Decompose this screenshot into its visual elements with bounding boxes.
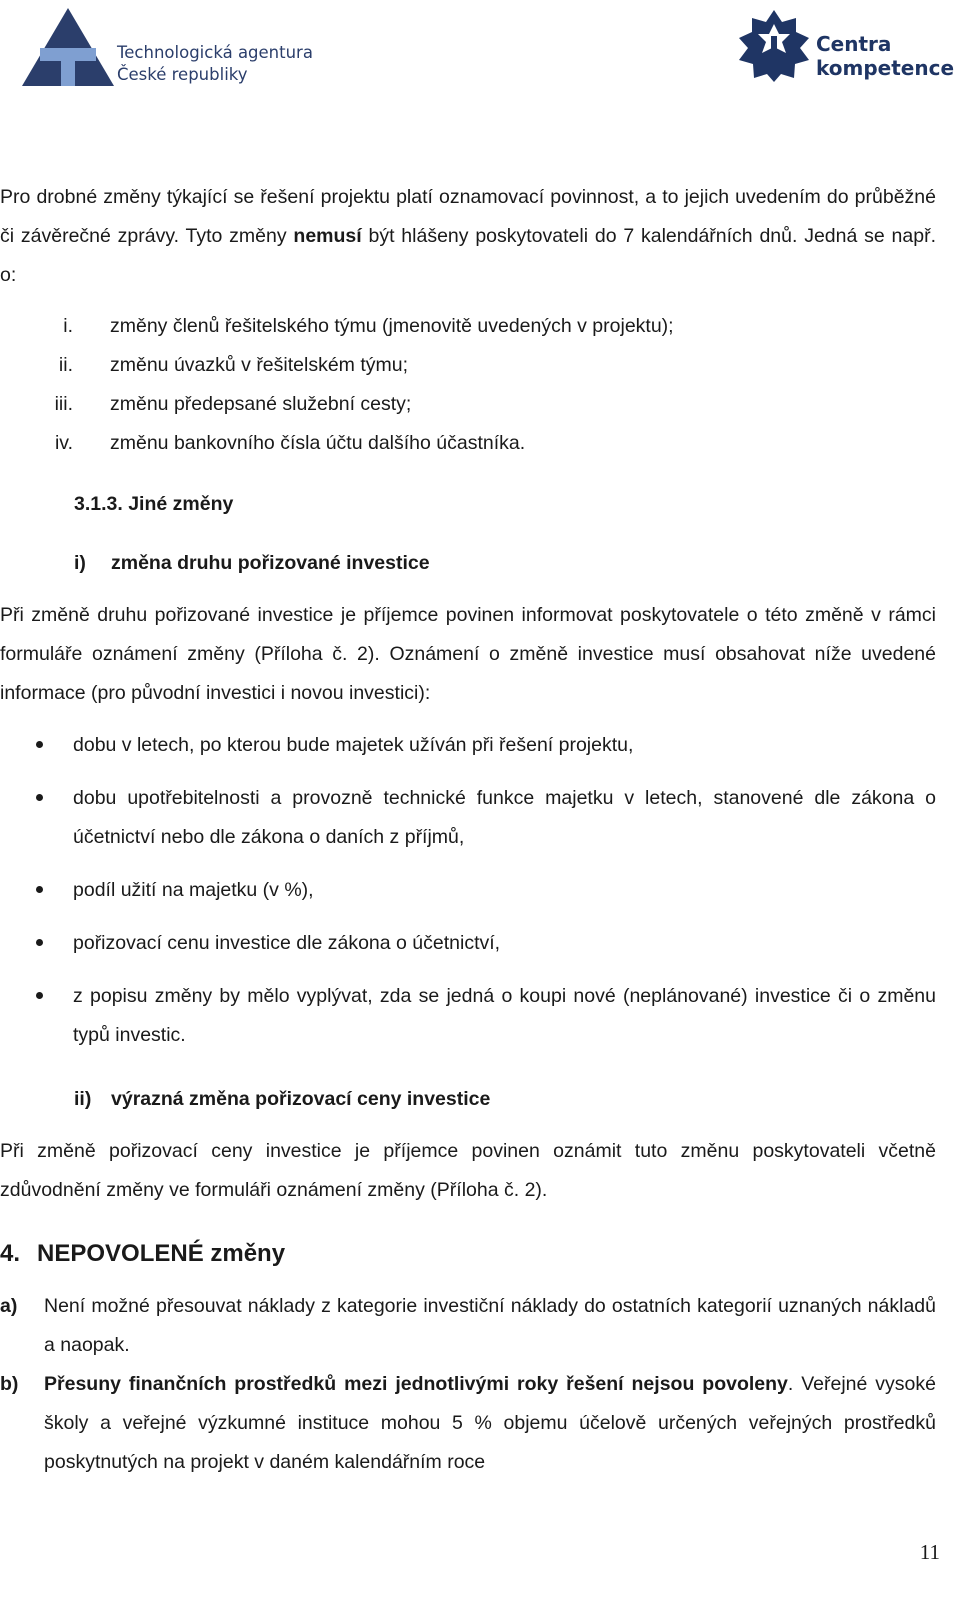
bullet-list — [0, 726, 936, 1055]
tacr-logo-text — [117, 42, 313, 86]
tacr-logo-line2: České republiky — [117, 65, 248, 84]
bullet-text: dobu v letech, po kterou bude majetek užíván při řešení projektu, — [73, 734, 634, 756]
page-header — [0, 0, 960, 100]
tacr-logo — [22, 8, 322, 92]
list-item — [0, 307, 936, 346]
subsection-label: ii) — [74, 1088, 92, 1110]
list-item-number: iv. — [54, 432, 73, 454]
bullet-icon — [36, 794, 43, 801]
alpha-item-a — [0, 1287, 936, 1365]
list-item-number: i. — [63, 315, 73, 337]
section-heading-4 — [0, 1234, 936, 1273]
section-heading-3-1-3: 3.1.3. Jiné změny — [74, 493, 234, 515]
section-number: 4. — [0, 1240, 21, 1267]
bullet-item — [0, 779, 936, 857]
list-item-number: ii. — [58, 354, 73, 376]
alpha-list — [0, 1287, 936, 1482]
list-item-number: iii. — [54, 393, 73, 415]
subsection-heading-i — [0, 544, 936, 583]
centra-kompetence-text — [816, 32, 954, 80]
bullet-icon — [36, 939, 43, 946]
bullet-item — [0, 726, 936, 765]
alpha-item-text: Není možné přesouvat náklady z kategorie investiční náklady do ostatních kategorií uznaných nákladů a naopak. — [44, 1295, 936, 1356]
list-item-text: změnu bankovního čísla účtu dalšího účastníka. — [110, 432, 526, 454]
tacr-logo-line1: Technologická agentura — [117, 43, 313, 62]
subsection-title: výrazná změna pořizovací ceny investice — [111, 1088, 491, 1110]
centra-kompetence-logo — [736, 8, 955, 88]
roman-list — [0, 307, 936, 463]
intro-text-1: Pro drobné změny týkající se řešení projektu platí oznamovací povinnost, a to jejich uvedením do průběžné či závěrečné zprávy. Tyto změny — [0, 186, 936, 247]
list-item-text: změnu úvazků v řešitelském týmu; — [110, 354, 409, 376]
list-item-text: změnu předepsané služební cesty; — [110, 393, 412, 415]
alpha-item-letter: b) — [0, 1373, 19, 1395]
ck-logo-line1: Centra — [816, 32, 892, 56]
alpha-item-b — [0, 1365, 936, 1482]
intro-paragraph — [0, 178, 936, 295]
list-item-text: změny členů řešitelského týmu (jmenovitě uvedených v projektu); — [110, 315, 674, 337]
intro-bold: nemusí — [293, 225, 362, 247]
bullet-icon — [36, 741, 43, 748]
list-item — [0, 346, 936, 385]
bullet-icon — [36, 992, 43, 999]
alpha-item-text: . Veřejné vysoké školy a veřejné výzkumné instituce mohou 5 % objemu účelově určených veřejných prostředků poskytnutých na projekt v daném kalendářním roce — [44, 1373, 936, 1473]
bullet-text: pořizovací cenu investice dle zákona o účetnictví, — [73, 932, 501, 954]
subsection-label: i) — [74, 552, 86, 574]
section-title: NEPOVOLENÉ změny — [37, 1240, 286, 1267]
bullet-text: dobu upotřebitelnosti a provozně technické funkce majetku v letech, stanovené dle zákona o účetnictví nebo dle zákona o daních z příjmů, — [73, 787, 936, 848]
bullet-item — [0, 924, 936, 963]
tacr-emblem-icon — [22, 8, 114, 90]
alpha-item-letter: a) — [0, 1295, 18, 1317]
subsection-heading-ii — [0, 1080, 936, 1119]
bullet-item — [0, 977, 936, 1055]
bullet-item — [0, 871, 936, 910]
centra-kompetence-star-icon — [736, 8, 812, 82]
bullet-text: z popisu změny by mělo vyplývat, zda se jedná o koupi nové (neplánované) investice či o změnu typů investic. — [73, 985, 936, 1046]
list-item — [0, 424, 936, 463]
ck-logo-line2: kompetence — [816, 56, 955, 80]
subsection-title: změna druhu pořizované investice — [111, 552, 430, 574]
paragraph-price-change: Při změně pořizovací ceny investice je příjemce povinen oznámit tuto změnu poskytovateli včetně zdůvodnění změny ve formuláři oznámení změny (Příloha č. 2). — [0, 1140, 936, 1201]
document-body — [0, 178, 936, 1482]
alpha-item-bold-text: Přesuny finančních prostředků mezi jednotlivými roky řešení nejsou povoleny — [44, 1373, 788, 1395]
bullet-icon — [36, 886, 43, 893]
bullet-text: podíl užití na majetku (v %), — [73, 879, 314, 901]
list-item — [0, 385, 936, 424]
intro-text-2: být hlášeny poskytovateli do 7 kalendářních dnů. Jedná se např. o: — [0, 225, 936, 286]
page-number: 11 — [919, 1540, 940, 1564]
paragraph-investment-change: Při změně druhu pořizované investice je příjemce povinen informovat poskytovatele o této změně v rámci formuláře oznámení změny (Příloha č. 2). Oznámení o změně investice musí obsahovat níže uvedené informace (pro původní investici i novou investici): — [0, 604, 936, 704]
